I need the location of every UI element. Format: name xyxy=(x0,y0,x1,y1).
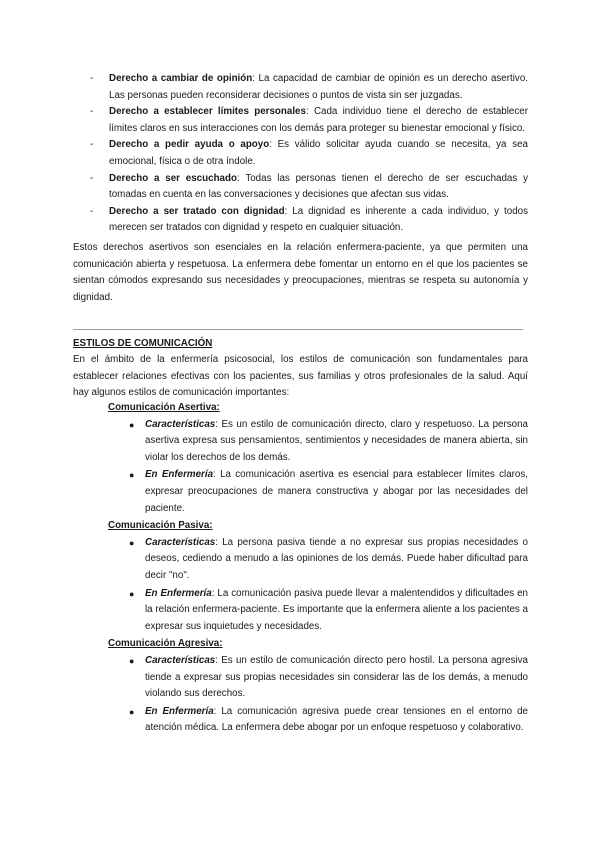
list-item xyxy=(108,535,528,585)
list-item xyxy=(108,417,528,467)
bullet-icon: ● xyxy=(129,706,135,717)
right-text: : Cada individuo tiene el derecho de establecer límites claros en sus interacciones con los demás para proteger su bienestar emocional y físico. xyxy=(109,106,528,134)
right-title: Derecho a ser tratado con dignidad xyxy=(109,205,285,217)
right-text: : La capacidad de cambiar de opinión es un derecho asertivo. Las personas pueden reconsiderar decisiones o puntos de vista sin ser juzgadas. xyxy=(109,73,528,101)
nursing-label: En Enfermería xyxy=(145,469,214,481)
right-title: Derecho a establecer límites personales xyxy=(109,106,306,118)
right-text: : La dignidad es inherente a cada individuo, y todos merecen ser tratados con dignidad y respeto en cualquier situación. xyxy=(109,205,528,234)
right-text: : Todas las personas tienen el derecho de ser escuchadas y tomadas en cuenta en las conversaciones y decisiones que afectan sus vidas. xyxy=(109,172,528,201)
characteristics-text: : Es un estilo de comunicación directo pero hostil. La persona agresiva tiende a expresar sus propias necesidades sin considerar las de los demás, a menudo violando sus derechos. xyxy=(145,654,528,700)
style-title: Comunicación Pasiva: xyxy=(108,520,213,532)
characteristics-label: Características xyxy=(145,654,216,666)
list-item xyxy=(108,467,528,517)
characteristics-label: Características xyxy=(145,536,216,548)
dash-bullet: - xyxy=(90,205,94,217)
dash-bullet: - xyxy=(90,73,94,84)
section-heading: ESTILOS DE COMUNICACIÓN xyxy=(73,338,213,349)
section-divider xyxy=(73,329,523,330)
characteristics-label: Características xyxy=(145,418,216,430)
nursing-label: En Enfermería xyxy=(145,705,214,717)
dash-bullet: - xyxy=(90,139,94,151)
nursing-text: : La comunicación pasiva puede llevar a malentendidos y dificultades en la relación enfermera-paciente. Es importante que la enfermera aliente a los pacientes a expresar sus inquietudes y necesidades. xyxy=(145,587,528,632)
list-item xyxy=(90,137,528,170)
right-text: : Es válido solicitar ayuda cuando se necesita, ya sea emocional, física o de otra índole. xyxy=(109,139,528,167)
list-item xyxy=(90,171,528,204)
nursing-text: : La comunicación agresiva puede crear tensiones en el entorno de atención médica. La enfermera debe abogar por un enfoque respetuoso y colaborativo. xyxy=(145,705,528,734)
dash-bullet: - xyxy=(90,106,94,118)
communication-styles xyxy=(108,400,528,738)
rights-conclusion: Estos derechos asertivos son esenciales en la relación enfermera-paciente, ya que permiten una comunicación abierta y respetuosa. La enfermera debe fomentar un entorno en el que los pacientes se sientan cómodos expresando sus necesidades y preocupaciones, mientras se respeta su autonomía y dignidad. xyxy=(73,242,528,303)
list-item xyxy=(90,104,528,137)
bullet-icon: ● xyxy=(129,419,135,430)
right-title: Derecho a cambiar de opinión xyxy=(109,73,253,84)
section-intro: En el ámbito de la enfermería psicosocial, los estilos de comunicación son fundamentales para establecer relaciones efectivas con los pacientes, sus familias y otros profesionales de la salud. Aquí hay algunos estilos de comunicación importantes: xyxy=(73,354,528,399)
right-title: Derecho a pedir ayuda o apoyo xyxy=(109,139,270,151)
list-item xyxy=(90,71,528,104)
right-title: Derecho a ser escuchado xyxy=(109,172,237,184)
nursing-text: : La comunicación asertiva es esencial para establecer límites claros, expresar preocupaciones de manera constructiva y abogar por las necesidades del paciente. xyxy=(145,469,528,514)
characteristics-text: : La persona pasiva tiende a no expresar sus propias necesidades o deseos, cediendo a menudo a las opiniones de los demás. Puede haber dificultad para decir "no". xyxy=(145,536,528,581)
bullet-icon: ● xyxy=(129,588,135,599)
list-item xyxy=(108,704,528,737)
rights-list xyxy=(90,71,528,237)
bullet-icon: ● xyxy=(129,655,135,666)
list-item xyxy=(108,653,528,703)
characteristics-text: : Es un estilo de comunicación directo, claro y respetuoso. La persona asertiva expresa sus pensamientos, sentimientos y necesidades de manera abierta, sin violar los derechos de los demás. xyxy=(145,418,528,463)
bullet-icon: ● xyxy=(129,537,135,548)
nursing-label: En Enfermería xyxy=(145,587,212,599)
bullet-icon: ● xyxy=(129,470,135,481)
style-title: Comunicación Asertiva: xyxy=(108,402,220,413)
list-item xyxy=(90,204,528,237)
dash-bullet: - xyxy=(90,172,94,184)
style-title: Comunicación Agresiva: xyxy=(108,638,223,650)
list-item xyxy=(108,586,528,636)
